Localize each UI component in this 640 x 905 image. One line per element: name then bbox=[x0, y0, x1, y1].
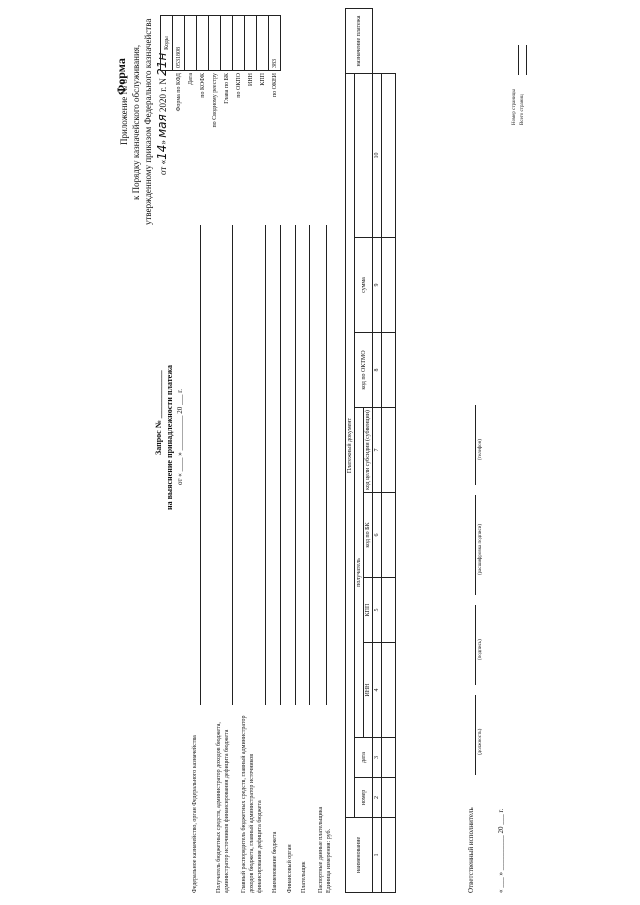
signature-label: Ответственный исполнитель bbox=[467, 807, 475, 893]
codes-value bbox=[209, 16, 221, 71]
empty-cell bbox=[382, 578, 396, 643]
field-payer: Плательщик bbox=[301, 861, 307, 893]
col-header: КПП bbox=[364, 578, 373, 643]
codes-label: Форма по КФД bbox=[175, 73, 182, 112]
col-number: 1 bbox=[373, 818, 382, 893]
field-recipient-1: Получатель бюджетных средств, администратор доходов бюджета, bbox=[216, 722, 222, 893]
codes-label: по ОКПО bbox=[235, 73, 242, 98]
page-number-label: Номер страницы bbox=[512, 89, 517, 125]
empty-cell bbox=[382, 818, 396, 893]
codes-table bbox=[160, 15, 281, 205]
appendix-month: мая bbox=[155, 114, 169, 138]
col-header: код по БК bbox=[364, 493, 373, 578]
col-header: наименование bbox=[346, 818, 373, 893]
codes-label: Дата bbox=[187, 73, 194, 85]
field-manager-2: доходов бюджета, главный администратор источников bbox=[249, 753, 255, 893]
codes-value: 0531808 bbox=[173, 16, 185, 71]
appendix-number: 21н bbox=[155, 52, 169, 76]
empty-cell bbox=[382, 493, 396, 578]
appendix-year: 2020 г. N bbox=[158, 78, 168, 113]
codes-value: 383 bbox=[269, 16, 281, 71]
signature-decode: (расшифровка подписи) bbox=[478, 523, 483, 575]
codes-value bbox=[245, 16, 257, 71]
codes-value bbox=[197, 16, 209, 71]
col-number: 3 bbox=[373, 738, 382, 778]
empty-cell bbox=[382, 333, 396, 408]
total-pages-label: Всего страниц bbox=[520, 94, 525, 125]
codes-value bbox=[257, 16, 269, 71]
empty-cell bbox=[382, 778, 396, 818]
field-fin-body: Финансовый орган bbox=[287, 844, 293, 893]
empty-cell bbox=[382, 738, 396, 778]
col-header: номер bbox=[355, 778, 373, 818]
field-passport: Паспортные данные плательщика bbox=[318, 806, 324, 893]
field-treasury: Федеральное казначейство, орган Федерального казначейства bbox=[192, 735, 198, 893]
request-subject: на выяснение принадлежности платежа bbox=[165, 364, 174, 510]
payment-table bbox=[345, 8, 396, 893]
field-line bbox=[295, 225, 296, 705]
signature-line bbox=[475, 605, 476, 685]
appendix-line-2: к Порядку казначейского обслуживания, bbox=[131, 44, 141, 200]
codes-label: ИНН bbox=[247, 73, 254, 86]
col-header: сумма bbox=[355, 238, 373, 333]
codes-value bbox=[185, 16, 197, 71]
col-number: 5 bbox=[373, 578, 382, 643]
field-line bbox=[232, 225, 233, 705]
col-header: назначение платежа bbox=[346, 9, 373, 74]
signature-sign: (подпись) bbox=[478, 639, 483, 660]
group-header: Платежный документ bbox=[346, 74, 355, 818]
field-line bbox=[265, 225, 266, 705]
form-label: Форма bbox=[114, 58, 128, 95]
col-header: код цели субсидии (субвенции) bbox=[364, 408, 373, 493]
signature-phone: (телефон) bbox=[478, 439, 483, 460]
field-budget: Наименование бюджета bbox=[272, 831, 278, 893]
empty-cell bbox=[382, 408, 396, 493]
request-label: Запрос № bbox=[154, 420, 163, 455]
request-title: Запрос № ____________ bbox=[154, 370, 163, 455]
codes-value bbox=[233, 16, 245, 71]
col-header: ИНН bbox=[364, 643, 373, 738]
appendix-date-mid: » bbox=[158, 140, 168, 145]
empty-cell bbox=[382, 238, 396, 333]
sub-header: получатель bbox=[355, 408, 364, 738]
codes-label: по Сводному реестру bbox=[211, 73, 218, 128]
codes-label: по КОФК bbox=[199, 73, 206, 98]
codes-label: КПП bbox=[259, 73, 266, 86]
col-number: 9 bbox=[373, 238, 382, 333]
signature-position: (должность) bbox=[478, 728, 483, 755]
field-unit: Единица измерения: руб. bbox=[326, 828, 332, 893]
appendix-date-prefix: от « bbox=[158, 159, 168, 175]
field-manager-1: Главный распорядитель бюджетных средств, главный администратор bbox=[241, 715, 247, 893]
appendix-line-1: Приложение № 8 bbox=[119, 79, 129, 145]
appendix-line-3: утвержденному приказом Федерального казначейства bbox=[143, 18, 153, 225]
signature-line bbox=[475, 405, 476, 485]
col-number: 8 bbox=[373, 333, 382, 408]
field-line bbox=[309, 225, 310, 705]
col-number: 10 bbox=[373, 74, 382, 238]
col-number: 7 bbox=[373, 408, 382, 493]
signature-date: « ___ » __________ 20 ___ г. bbox=[497, 808, 505, 893]
codes-value bbox=[221, 16, 233, 71]
field-recipient-2: администратор источников финансирования дефицита бюджета bbox=[224, 729, 230, 893]
empty-cell bbox=[382, 643, 396, 738]
codes-label: по ОКЕИ bbox=[271, 73, 278, 98]
codes-header: Коды bbox=[161, 16, 173, 71]
col-number: 6 bbox=[373, 493, 382, 578]
col-header: дата bbox=[355, 738, 373, 778]
field-line bbox=[326, 225, 327, 705]
signature-line bbox=[475, 495, 476, 595]
empty-cell bbox=[382, 74, 396, 238]
page-number-line bbox=[518, 45, 519, 75]
total-pages-line bbox=[526, 45, 527, 75]
signature-line bbox=[475, 695, 476, 775]
field-line bbox=[280, 225, 281, 705]
appendix-day: 14 bbox=[155, 144, 169, 160]
codes-label: Глава по БК bbox=[223, 73, 230, 104]
col-number: 4 bbox=[373, 643, 382, 738]
request-date: от « ____ » __________ 20 ___ г. bbox=[176, 388, 184, 485]
field-line bbox=[200, 225, 201, 705]
col-header: код по ОКТМО bbox=[355, 333, 373, 408]
field-manager-3: финансирования дефицита бюджета bbox=[257, 800, 263, 893]
col-number: 2 bbox=[373, 778, 382, 818]
